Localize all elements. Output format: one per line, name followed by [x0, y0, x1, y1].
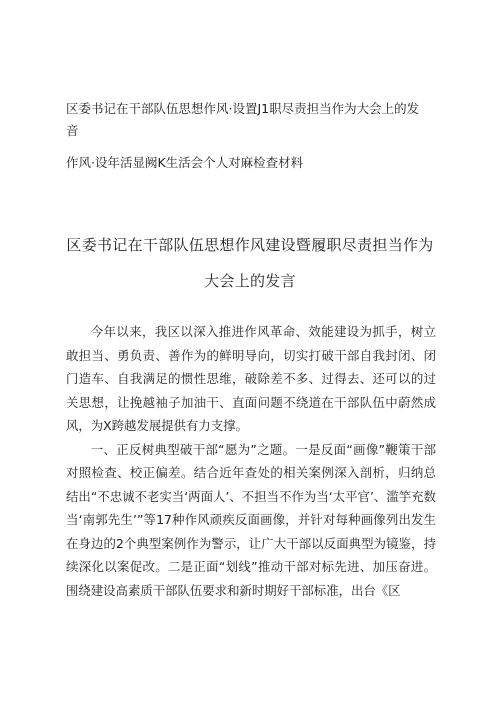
document-body	[66, 320, 436, 602]
toc-item-2[interactable]: 作风·设年活显阙K生活会个人对麻检查材料	[66, 155, 304, 170]
body-paragraph-2: 一、正反树典型破干部“愿为”之题。一是反面“画像”鞭策干部对照检查、校正偏差。结合近年查处的相关案例深入剖析，归纳总结出“不忠诚不老实当‘两面人’、不担当不作为当‘太平官’、滥竽充数当‘南郭先生’”等17种作风顽疾反面画像，并针对每种画像列出发生在身边的2个典型案例作为警示，让广大干部以反面典型为镜鉴，持续深化以案促改。二是正面“划线”推动干部对标先进、加压奋进。围绕建设高素质干部队伍要求和新时期好干部标准，出台《区	[66, 441, 436, 598]
title-line-2: 大会上的发言	[204, 272, 296, 290]
document-title	[50, 235, 450, 291]
body-paragraph-1: 今年以来，我区以深入推进作风革命、效能建设为抓手，树立敢担当、勇负责、善作为的鲜明导向，切实打破干部自我封闭、闭门造车、自我满足的惯性思维，破除差不多、过得去、还可以的过关思想，让挽越袖子加油干、直面问题不绕道在干部队伍中蔚然成风，为X跨越发展提供有力支撑。	[66, 324, 436, 433]
title-line-1: 区委书记在干部队伍思想作风建设暨履职尽责担当作为	[66, 236, 434, 254]
toc-item-1[interactable]: 区委书记在干部队伍思想作风·设置J1职尽责担当作为大会上的发音	[66, 101, 420, 138]
table-of-contents	[66, 98, 426, 174]
